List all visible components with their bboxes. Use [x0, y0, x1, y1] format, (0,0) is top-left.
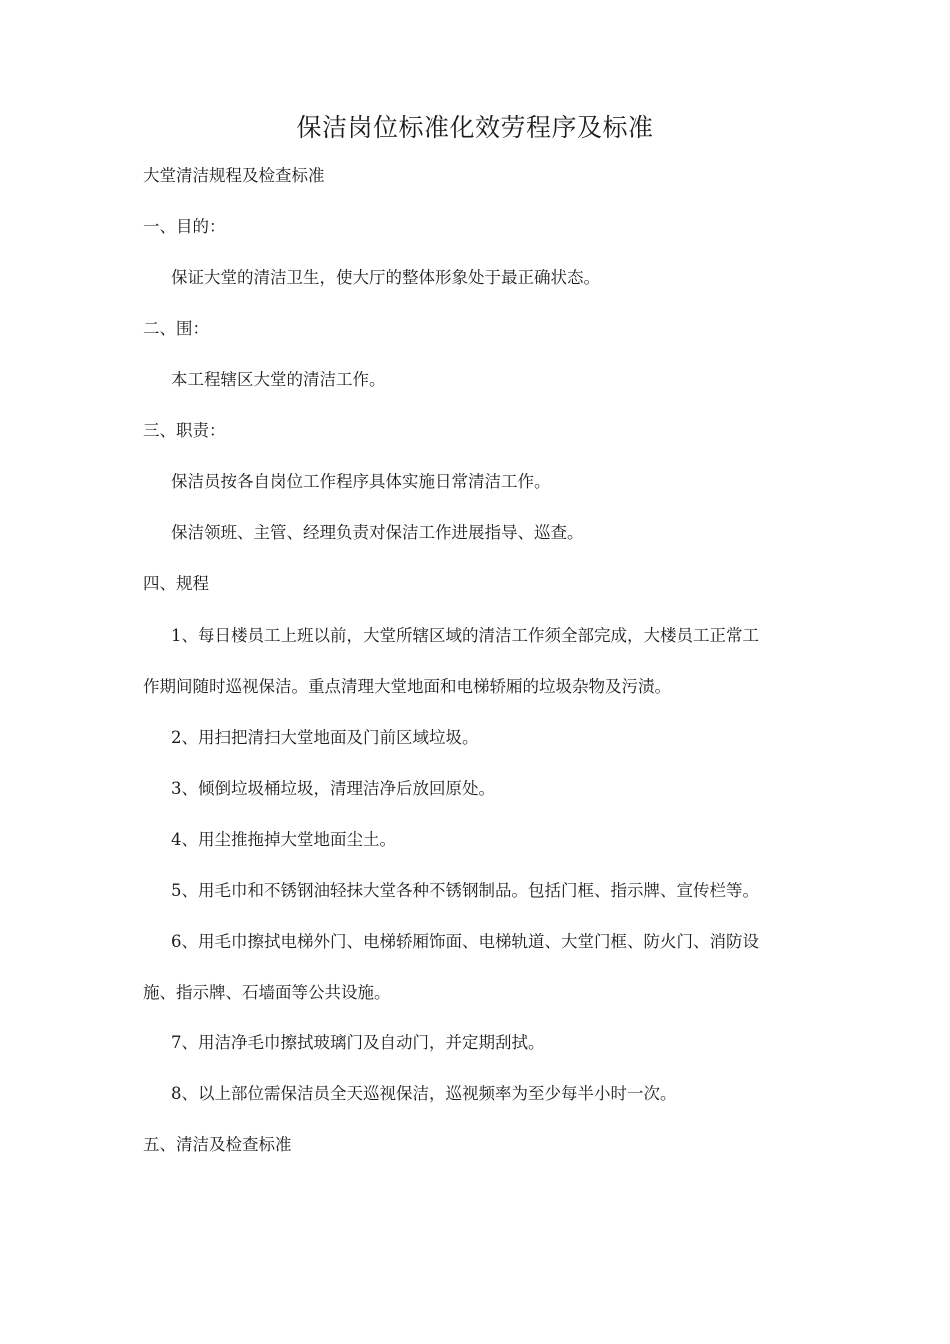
- procedure-step-6: 6、用毛巾擦拭电梯外门、电梯轿厢饰面、电梯轨道、大堂门框、防火门、消防设: [171, 932, 759, 951]
- purpose-text: 保证大堂的清洁卫生，使大厅的整体形象处于最正确状态。: [171, 268, 600, 287]
- procedure-step-8: 8、以上部位需保洁员全天巡视保洁，巡视频率为至少每半小时一次。: [171, 1084, 677, 1103]
- document-title: 保洁岗位标准化效劳程序及标准: [296, 113, 654, 142]
- procedure-step-6-continued: 施、指示牌、石墙面等公共设施。: [143, 983, 391, 1002]
- procedures-heading: 四、规程: [143, 574, 209, 593]
- standards-heading: 五、清洁及检查标准: [143, 1135, 292, 1154]
- procedure-step-3: 3、倾倒垃圾桶垃圾，清理洁净后放回原处。: [171, 779, 495, 798]
- procedure-step-5: 5、用毛巾和不锈钢油轻抹大堂各种不锈钢制品。包括门框、指示牌、宣传栏等。: [171, 881, 759, 900]
- purpose-heading: 一、目的：: [143, 217, 226, 236]
- duties-heading: 三、职责：: [143, 421, 226, 440]
- procedure-step-7: 7、用洁净毛巾擦拭玻璃门及自动门，并定期刮拭。: [171, 1033, 545, 1052]
- procedure-step-2: 2、用扫把清扫大堂地面及门前区域垃圾。: [171, 728, 479, 747]
- procedure-step-1: 1、每日楼员工上班以前，大堂所辖区域的清洁工作须全部完成，大楼员工正常工: [171, 626, 759, 645]
- duties-item: 保洁领班、主管、经理负责对保洁工作进展指导、巡查。: [171, 523, 584, 542]
- procedure-step-4: 4、用尘推拖掉大堂地面尘土。: [171, 830, 396, 849]
- scope-heading: 二、围：: [143, 319, 209, 338]
- procedure-step-1-continued: 作期间随时巡视保洁。重点清理大堂地面和电梯轿厢的垃圾杂物及污渍。: [143, 677, 671, 696]
- duties-item: 保洁员按各自岗位工作程序具体实施日常清洁工作。: [171, 472, 551, 491]
- scope-text: 本工程辖区大堂的清洁工作。: [171, 370, 386, 389]
- document-subtitle: 大堂清洁规程及检查标准: [143, 166, 325, 185]
